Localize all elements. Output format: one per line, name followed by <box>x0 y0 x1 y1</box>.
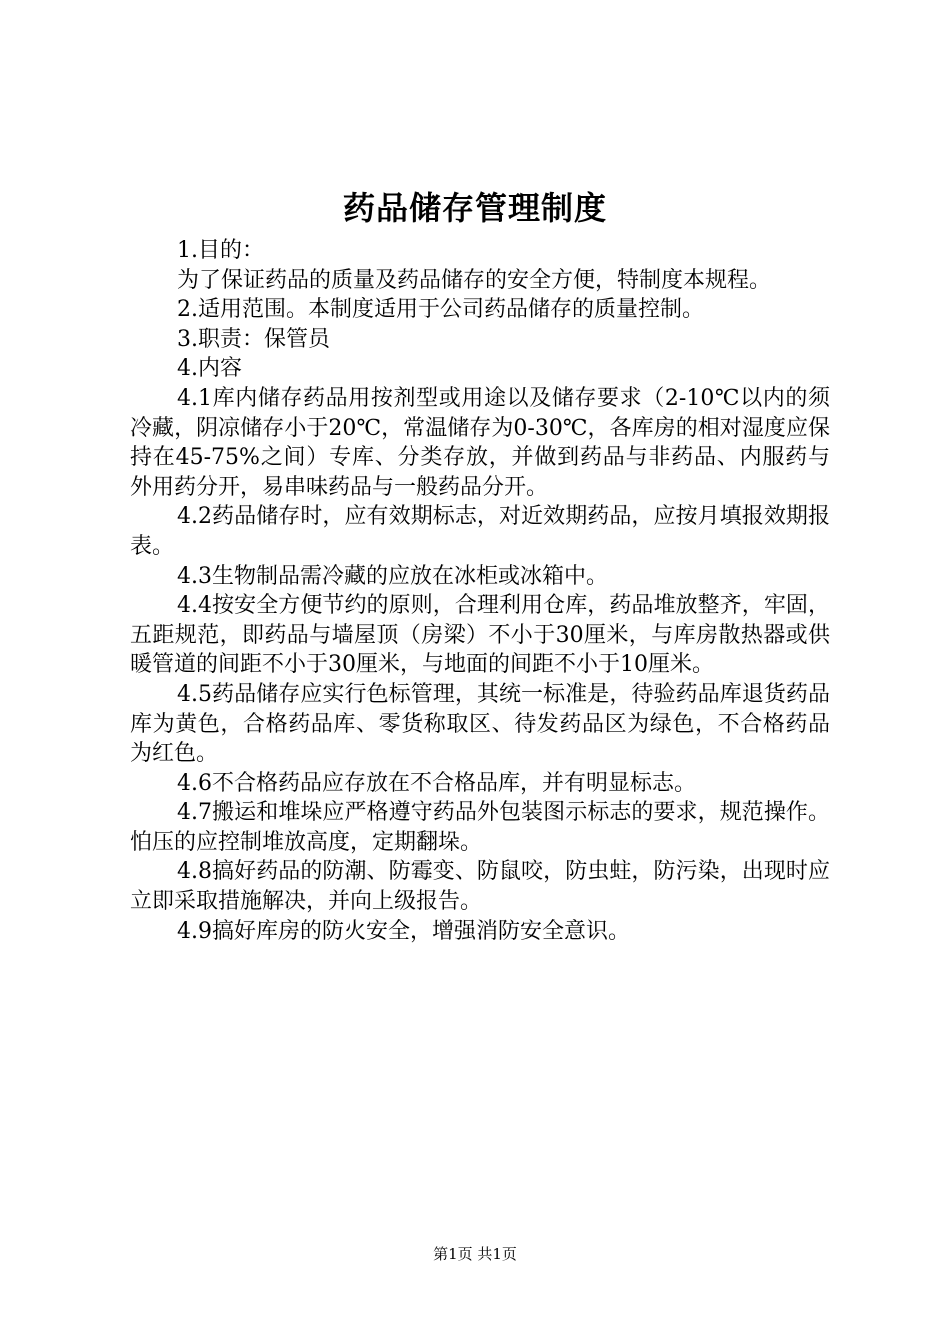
clause-4-7: 4.7搬运和堆垛应严格遵守药品外包装图示标志的要求，规范操作。怕压的应控制堆放高度，定期翻垛。 <box>130 800 830 855</box>
section-content-heading: 4.内容 <box>177 356 242 382</box>
clause-4-5: 4.5药品储存应实行色标管理，其统一标准是，待验药品库退货药品库为黄色，合格药品库、零货称取区、待发药品区为绿色，不合格药品为红色。 <box>130 681 830 767</box>
clause-4-8: 4.8搞好药品的防潮、防霉变、防鼠咬，防虫蛀，防污染，出现时应立即采取措施解决，并向上级报告。 <box>130 859 830 915</box>
section-scope: 2.适用范围。本制度适用于公司药品储存的质量控制。 <box>177 297 704 323</box>
clause-4-1: 4.1库内储存药品用按剂型或用途以及储存要求（2-10℃以内的须冷藏，阴凉储存小于20℃，常温储存为0-30℃，各库房的相对湿度应保持在45-75%之间）专库、分类存放，并做到药品与非药品、内服药与外用药分开，易串味药品与一般药品分开。 <box>130 385 830 500</box>
clause-4-9: 4.9搞好库房的防火安全，增强消防安全意识。 <box>177 918 630 944</box>
section-purpose-text: 为了保证药品的质量及药品储存的安全方便，特制度本规程。 <box>177 267 772 293</box>
document-body <box>130 236 830 946</box>
clause-4-4: 4.4按安全方便节约的原则，合理利用仓库，药品堆放整齐，牢固，五距规范，即药品与墙屋顶（房梁）不小于30厘米，与库房散热器或供暖管道的间距不小于30厘米，与地面的间距不小于10厘米。 <box>130 593 830 678</box>
section-responsibility: 3.职责：保管员 <box>177 326 330 352</box>
clause-4-6: 4.6不合格药品应存放在不合格品库，并有明显标志。 <box>177 770 696 796</box>
page-title: 药品储存管理制度 <box>342 189 607 227</box>
clause-4-2: 4.2药品储存时，应有效期标志，对近效期药品，应按月填报效期报表。 <box>130 504 830 559</box>
page-footer: 第1页 共1页 <box>433 1245 517 1263</box>
clause-4-3: 4.3生物制品需冷藏的应放在冰柜或冰箱中。 <box>177 563 608 589</box>
section-purpose-heading: 1.目的： <box>177 238 264 263</box>
